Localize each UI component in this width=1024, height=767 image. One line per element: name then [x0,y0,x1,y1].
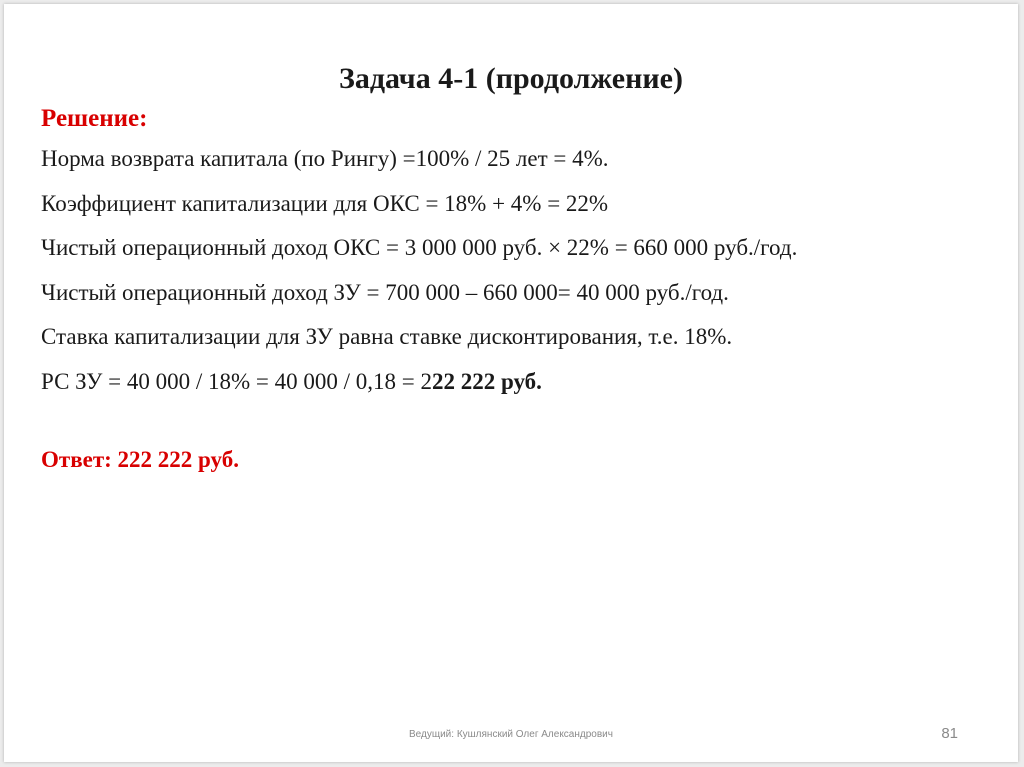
solution-line [41,189,797,218]
line-text: Коэффициент капитализации для ОКС = 18% + 4% = 22% [41,190,609,216]
solution-lines [41,144,797,411]
page-number: 81 [941,725,958,742]
line-text: Чистый операционный доход ОКС = 3 000 000 руб. × 22% = 660 000 руб./год. [41,235,798,260]
solution-line [41,144,797,173]
solution-line [41,233,797,262]
line-bold-result: 22 222 руб. [432,368,542,394]
solution-line [41,367,797,396]
line-text: Чистый операционный доход ЗУ = 700 000 – 660 000= 40 000 руб./год. [41,279,729,305]
solution-heading: Решение: [41,105,148,132]
slide [4,4,1018,762]
line-text: РС ЗУ = 40 000 / 18% = 40 000 / 0,18 = 2 [41,368,432,394]
line-text: Ставка капитализации для ЗУ равна ставке дисконтирования, т.е. 18%. [41,324,733,349]
solution-line [41,278,797,307]
slide-title: Задача 4-1 (продолжение) [339,62,683,95]
footer-author: Ведущий: Кушлянский Олег Александрович [409,729,613,740]
line-text: Норма возврата капитала (по Рингу) =100% / 25 лет = 4%. [41,146,609,171]
solution-line [41,322,797,351]
answer-text: Ответ: 222 222 руб. [41,447,239,472]
